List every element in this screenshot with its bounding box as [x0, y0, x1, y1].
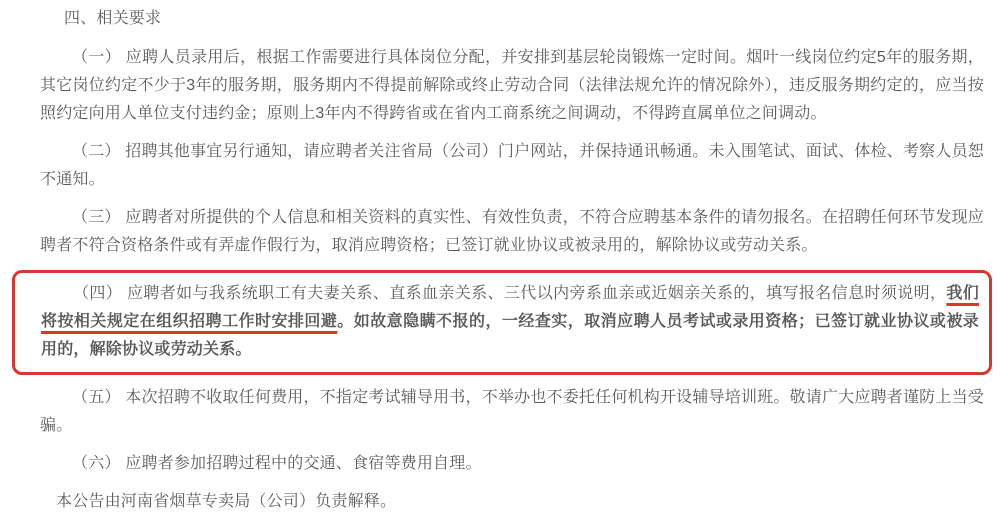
paragraph-1: （一） 应聘人员录用后，根据工作需要进行具体岗位分配，并安排到基层轮岗锻炼一定时间。烟叶一线岗位约定5年的服务期，其它岗位约定不少于3年的服务期，服务期内不得提前解除或终止劳动合同（法律法规允许的情况除外），违反服务期约定的，应当按照约定向用人单位支付违约金；原则上3年内不得跨省或在省内工商系统之间调动，不得跨直属单位之间调动。: [40, 49, 984, 122]
paragraph-5: （五） 本次招聘不收取任何费用，不指定考试辅导用书，不举办也不委托任何机构开设辅导培训班。敬请广大应聘者谨防上当受骗。: [40, 389, 984, 434]
section-title: 四、相关要求: [64, 10, 162, 27]
paragraph-4-bold-text: 。如故意隐瞒不报的，一经查实，取消应聘人员考试或录用资格；已签订就业协议或被录用的，解除协议或劳动关系。: [41, 313, 979, 358]
paragraph-2: （二） 招聘其他事宜另行通知，请应聘者关注省局（公司）门户网站，并保持通讯畅通。未入围笔试、面试、体检、考察人员恕不通知。: [40, 143, 984, 188]
paragraph-4: [41, 280, 979, 364]
paragraph-3: （三） 应聘者对所提供的个人信息和相关资料的真实性、有效性负责，不符合应聘基本条件的请勿报名。在招聘任何环节发现应聘者不符合资格条件或有弄虚作假行为，取消应聘资格；已签订就业协议或被录用的，解除协议或劳动关系。: [40, 209, 984, 254]
paragraph-4-normal-text: （四） 应聘者如与我系统职工有夫妻关系、直系血亲关系、三代以内旁系血亲或近姻亲关系的，填写报名信息时须说明，: [73, 285, 947, 302]
paragraph-4-bold-underlined-text: 我们将按相关规定在组织招聘工作时安排回避: [41, 285, 979, 330]
red-annotation-box: [12, 270, 992, 375]
closing-statement: 本公告由河南省烟草专卖局（公司）负责解释。: [56, 493, 397, 510]
paragraph-6: （六） 应聘者参加招聘过程中的交通、食宿等费用自理。: [72, 455, 482, 472]
